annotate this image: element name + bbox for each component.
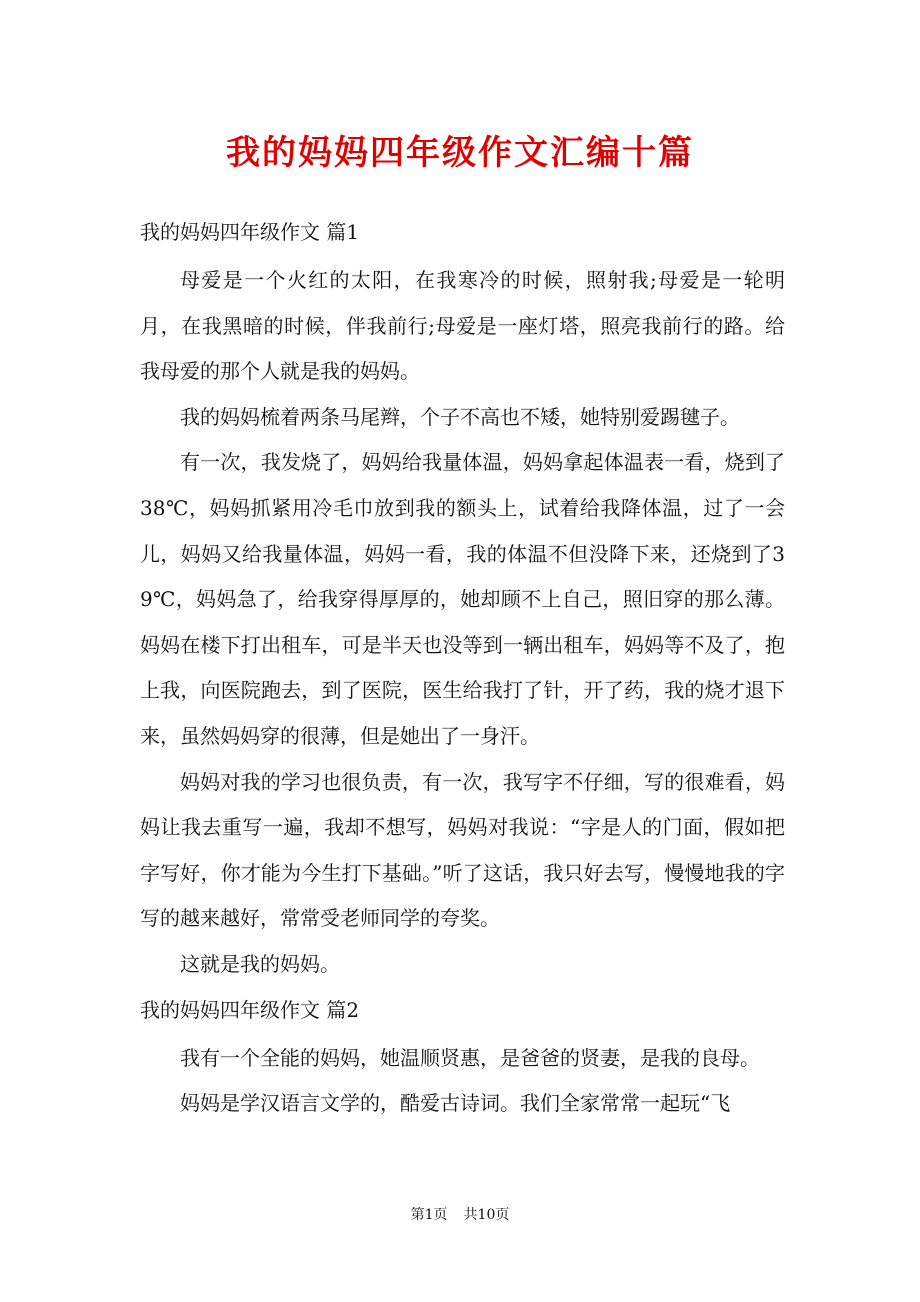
document-body	[140, 210, 785, 1127]
page-total: 共10页	[463, 1207, 510, 1223]
page-footer	[0, 1205, 920, 1225]
page-number: 第1页	[410, 1207, 448, 1223]
paragraph: 我有一个全能的妈妈，她温顺贤惠，是爸爸的贤妻，是我的良母。	[180, 1045, 760, 1070]
section-heading-2: 我的妈妈四年级作文 篇2	[140, 997, 360, 1022]
paragraph: 妈妈是学汉语言文学的，酷爱古诗词。我们全家常常一起玩“飞	[180, 1091, 731, 1116]
paragraph: 有一次，我发烧了，妈妈给我量体温，妈妈拿起体温表一看，烧到了38℃，妈妈抓紧用冷毛巾放到我的额头上，试着给我降体温，过了一会儿，妈妈又给我量体温，妈妈一看，我的体温不但没降下来，还烧到了39℃，妈妈急了，给我穿得厚厚的，她却顾不上自己，照旧穿的那么薄。妈妈在楼下打出租车，可是半天也没等到一辆出租车，妈妈等不及了，抱上我，向医院跑去，到了医院，医生给我打了针，开了药，我的烧才退下来，虽然妈妈穿的很薄，但是她出了一身汗。	[140, 450, 785, 748]
page-title: 我的妈妈四年级作文汇编十篇	[226, 133, 694, 173]
paragraph: 妈妈对我的学习也很负责，有一次，我写字不仔细，写的很难看，妈妈让我去重写一遍，我却不想写，妈妈对我说：“字是人的门面，假如把字写好，你才能为今生打下基础。”听了这话，我只好去写，慢慢地我的字写的越来越好，常常受老师同学的夸奖。	[140, 769, 785, 931]
section-heading-1: 我的妈妈四年级作文 篇1	[140, 220, 360, 244]
paragraph: 这就是我的妈妈。	[180, 951, 340, 976]
paragraph: 我的妈妈梳着两条马尾辫，个子不高也不矮，她特别爱踢毽子。	[180, 404, 740, 429]
paragraph: 母爱是一个火红的太阳，在我寒冷的时候，照射我;母爱是一轮明月，在我黑暗的时候，伴我前行;母爱是一座灯塔，照亮我前行的路。给我母爱的那个人就是我的妈妈。	[140, 268, 785, 384]
